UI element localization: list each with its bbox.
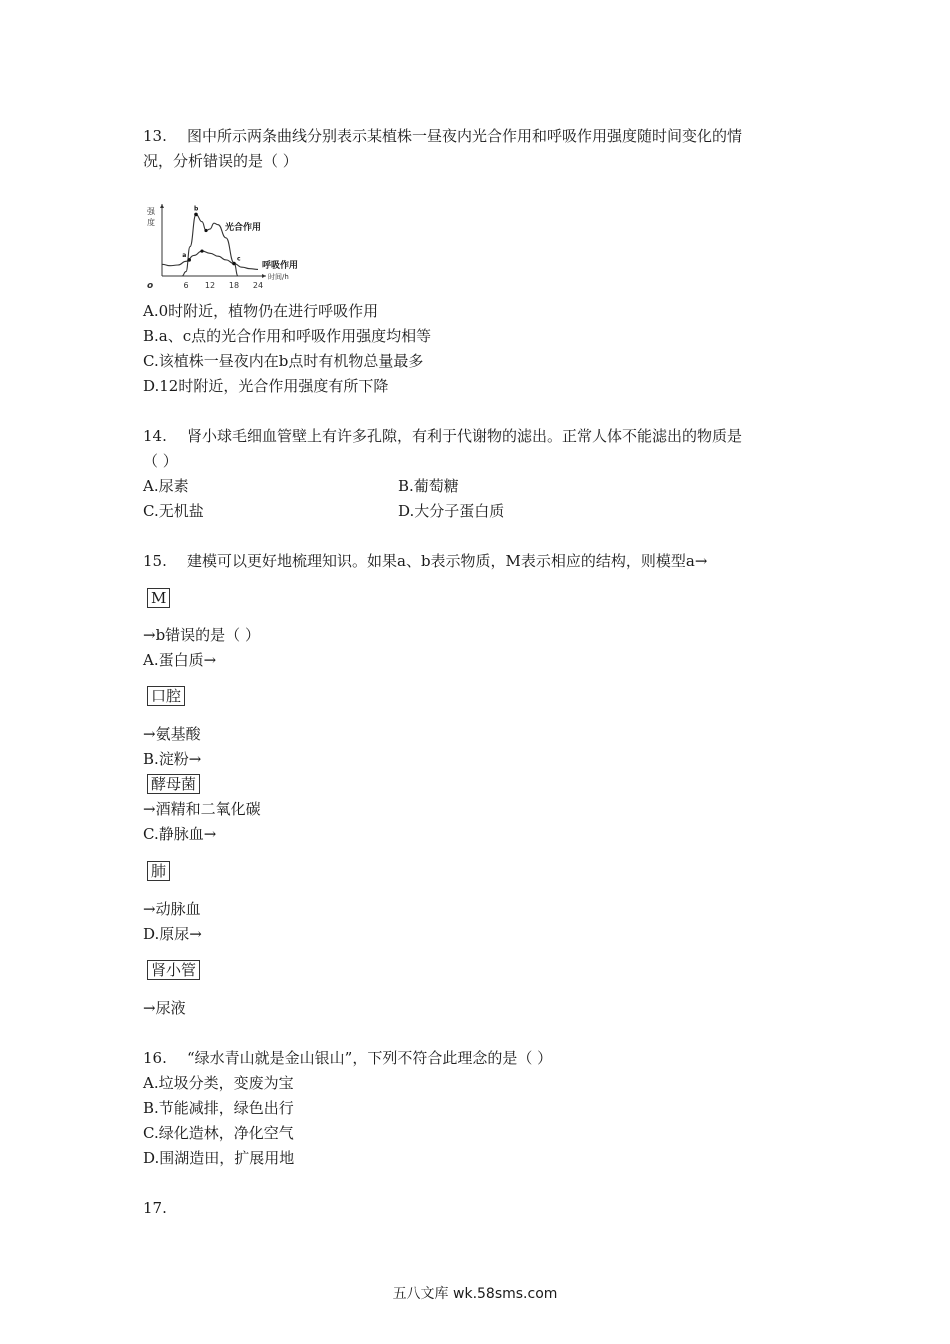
x-axis-arrow <box>262 274 266 278</box>
q13-stem: 图中所示两条曲线分别表示某植株一昼夜内光合作用和呼吸作用强度随时间变化的情 <box>187 127 743 145</box>
q13-option-d: D.12时附近，光合作用强度有所下降 <box>143 377 389 395</box>
point-label-b: b <box>194 205 199 213</box>
q15-option-c-pre: C.静脉血→ <box>143 825 217 843</box>
q16-stem-line <box>143 1048 552 1068</box>
q14-stem-line1 <box>143 426 742 446</box>
q16-number: 16. <box>143 1049 167 1067</box>
q14-option-b: B.葡萄糖 <box>398 477 459 495</box>
q14-stem-line2: （ ） <box>143 452 178 470</box>
footer-watermark: 五八文库 wk.58sms.com <box>392 1286 558 1302</box>
x-axis-label: 时间/h <box>268 273 289 281</box>
q15-option-b-box: 酵母菌 <box>147 774 200 794</box>
q15-option-b-post: →酒精和二氧化碳 <box>143 800 261 818</box>
q13-option-c: C.该植株一昼夜内在b点时有机物总量最多 <box>143 352 424 370</box>
q15-option-c-box: 肺 <box>147 861 170 881</box>
q15-option-a-box: 口腔 <box>147 686 185 706</box>
q16-option-c: C.绿化造林，净化空气 <box>143 1124 294 1142</box>
q15-option-a-pre: A.蛋白质→ <box>143 651 217 669</box>
q15-option-d-box: 肾小管 <box>147 960 200 980</box>
point-b <box>194 213 198 217</box>
q15-option-c-post: →动脉血 <box>143 900 201 918</box>
q14-number: 14. <box>143 427 167 445</box>
y-axis-arrow <box>160 204 164 208</box>
q15-option-a-post: →氨基酸 <box>143 725 201 743</box>
respiration-peak-point <box>200 249 203 252</box>
series-label-photosynthesis: 光合作用 <box>225 223 262 233</box>
q15-box-m: M <box>147 588 170 608</box>
q15-stem-line2: →b错误的是（ ） <box>143 626 260 644</box>
q14-option-a: A.尿素 <box>143 477 189 495</box>
q13-stem-line2: 况，分析错误的是（ ） <box>143 152 298 170</box>
origin-label: o <box>147 281 154 291</box>
photosynthesis-dip-point <box>204 229 207 232</box>
point-label-c: c <box>237 255 241 263</box>
q16-option-b: B.节能减排，绿色出行 <box>143 1099 294 1117</box>
x-tick-label: 18 <box>228 281 240 290</box>
point-label-a: a <box>182 251 187 259</box>
x-tick-label: 24 <box>252 281 264 290</box>
q13-stem-line1 <box>143 126 742 146</box>
q14-option-d: D.大分子蛋白质 <box>398 502 505 520</box>
q13-number: 13. <box>143 127 167 145</box>
q17-number: 17. <box>143 1199 167 1217</box>
q16-option-d: D.围湖造田，扩展用地 <box>143 1149 295 1167</box>
x-tick-label: 6 <box>183 281 189 290</box>
respiration-curve <box>162 251 258 269</box>
y-axis-label-char-1: 强 <box>147 207 155 216</box>
q15-option-d-pre: D.原尿→ <box>143 925 202 943</box>
y-axis-label-char-2: 度 <box>147 218 155 227</box>
q15-stem: 建模可以更好地梳理知识。如果a、b表示物质，M表示相应的结构，则模型a→ <box>187 552 708 570</box>
q14-option-c: C.无机盐 <box>143 502 204 520</box>
q15-number: 15. <box>143 552 167 570</box>
q15-stem-line1 <box>143 551 707 571</box>
q16-stem: “绿水青山就是金山银山”，下列不符合此理念的是（ ） <box>187 1049 553 1067</box>
q14-stem: 肾小球毛细血管壁上有许多孔隙，有利于代谢物的滤出。正常人体不能滤出的物质是 <box>187 427 743 445</box>
q16-option-a: A.垃圾分类，变废为宝 <box>143 1074 294 1092</box>
q13-option-b: B.a、c点的光合作用和呼吸作用强度均相等 <box>143 327 432 345</box>
q15-option-b-pre: B.淀粉→ <box>143 750 202 768</box>
q15-option-d-post: →尿液 <box>143 999 186 1017</box>
point-a <box>187 258 191 262</box>
point-c <box>232 262 236 266</box>
q13-option-a: A.0时附近，植物仍在进行呼吸作用 <box>143 302 379 320</box>
series-label-respiration: 呼吸作用 <box>262 261 299 271</box>
x-tick-label: 12 <box>204 281 216 290</box>
q13-chart <box>143 200 313 292</box>
